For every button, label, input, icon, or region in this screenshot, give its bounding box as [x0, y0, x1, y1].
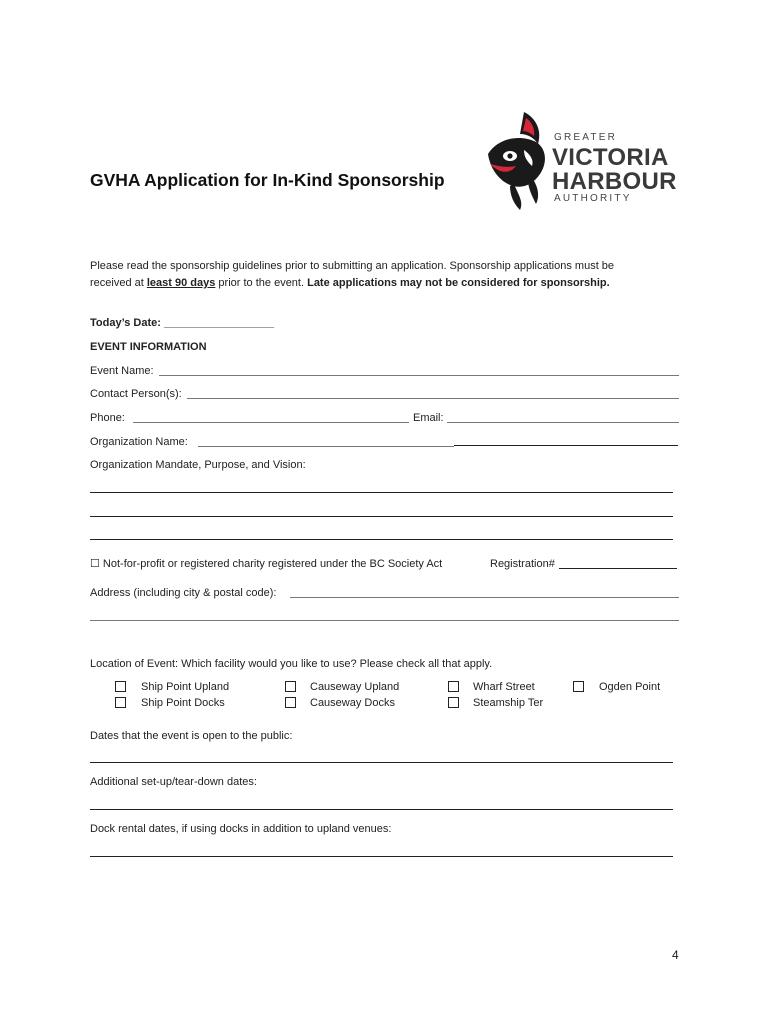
email-label: Email:	[413, 412, 444, 424]
intro-line-2	[90, 276, 610, 290]
mandate-label: Organization Mandate, Purpose, and Vision:	[90, 459, 306, 471]
logo-text-victoria: VICTORIA	[552, 144, 669, 171]
causeway-docks-checkbox[interactable]	[285, 697, 296, 708]
todays-date-field[interactable]: Today’s Date: __________________	[90, 317, 275, 329]
intro-warning: Late applications may not be considered for sponsorship.	[307, 277, 610, 289]
logo-text-greater: GREATER	[554, 132, 617, 143]
email-field[interactable]	[447, 422, 679, 423]
phone-field[interactable]	[133, 422, 409, 423]
org-name-field[interactable]	[198, 446, 454, 447]
ship-point-docks-checkbox[interactable]	[115, 697, 126, 708]
registration-field[interactable]	[559, 568, 677, 569]
address-label: Address (including city & postal code):	[90, 587, 277, 599]
event-name-field[interactable]	[159, 375, 679, 376]
intro-text-continued: prior to the event.	[215, 277, 308, 289]
contact-label: Contact Person(s):	[90, 388, 182, 400]
address-field[interactable]	[290, 597, 679, 598]
event-name-label: Event Name:	[90, 365, 154, 377]
ship-point-upland-label: Ship Point Upland	[141, 681, 230, 693]
dock-dates-field[interactable]	[90, 856, 673, 857]
dock-dates-label: Dock rental dates, if using docks in addition to upland venues:	[90, 823, 392, 835]
steamship-terminal-label: Steamship Ter	[473, 697, 544, 709]
location-question: Location of Event: Which facility would you like to use? Please check all that apply.	[90, 658, 493, 670]
public-dates-label: Dates that the event is open to the public:	[90, 730, 293, 742]
setup-dates-label: Additional set-up/tear-down dates:	[90, 776, 257, 788]
steamship-terminal-checkbox[interactable]	[448, 697, 459, 708]
phone-label: Phone:	[90, 412, 125, 424]
org-name-label: Organization Name:	[90, 436, 188, 448]
public-dates-field[interactable]	[90, 762, 673, 763]
nonprofit-checkbox[interactable]: ☐ Not-for-profit or registered charity registered under the BC Society Act	[90, 558, 443, 570]
mandate-line-3[interactable]	[90, 539, 673, 540]
intro-line-1: Please read the sponsorship guidelines prior to submitting an application. Sponsorship applications must be	[90, 260, 615, 272]
org-name-field-extension[interactable]	[454, 445, 678, 446]
ship-point-upland-checkbox[interactable]	[115, 681, 126, 692]
orca-emblem-icon	[480, 104, 552, 212]
ship-point-docks-label: Ship Point Docks	[141, 697, 225, 709]
mandate-line-2[interactable]	[90, 516, 673, 517]
causeway-upland-label: Causeway Upland	[310, 681, 400, 693]
registration-label: Registration#	[490, 558, 555, 570]
causeway-upland-checkbox[interactable]	[285, 681, 296, 692]
mandate-line-1[interactable]	[90, 492, 673, 493]
logo-text-harbour: HARBOUR	[552, 168, 677, 195]
page-number: 4	[672, 948, 679, 962]
form-title: GVHA Application for In-Kind Sponsorship	[90, 170, 445, 190]
intro-text: received at	[90, 277, 147, 289]
ogden-point-label: Ogden Point	[599, 681, 661, 693]
causeway-docks-label: Causeway Docks	[310, 697, 395, 709]
contact-field[interactable]	[187, 398, 679, 399]
gvha-logo	[480, 104, 680, 216]
event-info-heading: EVENT INFORMATION	[90, 341, 207, 353]
wharf-street-label: Wharf Street	[473, 681, 535, 693]
wharf-street-checkbox[interactable]	[448, 681, 459, 692]
ogden-point-checkbox[interactable]	[573, 681, 584, 692]
address-field-line-2[interactable]	[90, 620, 679, 621]
setup-dates-field[interactable]	[90, 809, 673, 810]
intro-deadline: least 90 days	[146, 277, 216, 289]
logo-text-authority: AUTHORITY	[554, 193, 632, 204]
